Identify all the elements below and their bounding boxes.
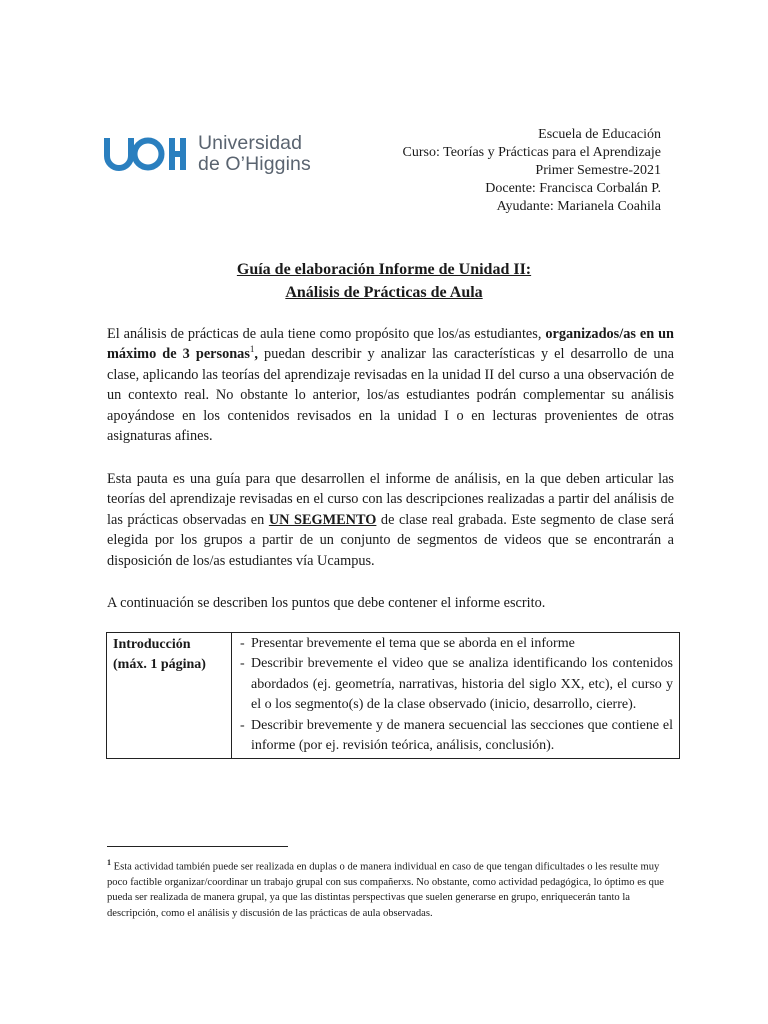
paragraph-guide <box>107 469 674 571</box>
document-title <box>0 258 768 304</box>
footnote-divider <box>107 846 288 847</box>
course-info <box>403 126 661 216</box>
footnote <box>107 855 677 921</box>
list-item: - Presentar brevemente el tema que se aborda en el informe <box>240 634 673 654</box>
university-name-line2: de O’Higgins <box>198 153 311 175</box>
course-name: Curso: Teorías y Prácticas para el Aprendizaje <box>402 145 661 160</box>
teacher: Docente: Francisca Corbalán P. <box>485 181 661 196</box>
title-line1: Guía de elaboración Informe de Unidad II: <box>236 261 532 278</box>
list-item: - Describir brevemente y de manera secuencial las secciones que contiene el informe (por ej. revisión teórica, análisis, conclusión). <box>240 716 673 757</box>
section-length: (máx. 1 página) <box>113 657 206 673</box>
footnote-number: 1 <box>107 858 111 867</box>
table-row-heading <box>107 633 232 759</box>
title-line2: Análisis de Prácticas de Aula <box>285 284 483 301</box>
paragraph-intro-list: A continuación se describen los puntos que debe contener el informe escrito. <box>107 595 546 611</box>
paragraph-purpose <box>107 324 674 446</box>
footnote-text: Esta actividad también puede ser realizada en duplas o de manera individual en caso de que tengan dificultades o les resulte muy poco factible organizar/coordinar un trabajo grupal con sus compañerxs. No obstante, como actividad pedagógica, lo óptimo es que pueda ser realizada de manera grupal, ya que las distintas perspectivas que suelen generarse en grupo, enriquecerán tanto la descripción, como el análisis y discusión de las prácticas de aula observadas. <box>107 861 664 919</box>
list-item: - Describir brevemente el video que se analiza identificando los contenidos abordados (ej. geometría, narrativas, historia del siglo XX, etc), el curso y el o los segmento(s) de la clase observado (inicio, desarrollo, cierre). <box>240 654 673 715</box>
paragraph-purpose-text1: El análisis de prácticas de aula tiene como propósito que los/as estudiantes, <box>107 326 546 342</box>
table-row <box>107 633 680 759</box>
section-name: Introducción <box>113 637 191 652</box>
paragraph-purpose-text2: puedan describir y analizar las características y el desarrollo de una clase, aplicando las teorías del aprendizaje revisadas en la unidad II del curso a una observación de un contexto real. No obstante lo anterior, los/as estudiantes podrán complementar su análisis apoyándose en los contenidos revisados en la unidad I o en lecturas provenientes de otras asignaturas afines. <box>107 346 674 445</box>
uoh-logo-icon <box>104 136 186 172</box>
school-name: Escuela de Educación <box>538 127 661 142</box>
paragraph-guide-emphasis: UN SEGMENTO <box>268 511 377 528</box>
assistant: Ayudante: Marianela Coahila <box>496 199 661 214</box>
paragraph-purpose-comma: , <box>254 346 258 363</box>
table-row-content <box>232 633 680 759</box>
report-sections-table <box>106 632 680 759</box>
university-logo <box>104 132 311 176</box>
university-name-line1: Universidad <box>198 132 303 154</box>
footnote-ref: 1 <box>249 344 255 355</box>
paragraph-guide-text2: de clase real grabada. Este segmento de clase será elegida por los grupos a partir de un conjunto de segmentos de videos que se encontrarán a disposición de los/as estudiantes vía Ucampus. <box>107 511 674 569</box>
university-name <box>198 133 311 175</box>
paragraph-purpose-bold: organizados/as en un máximo de 3 personas <box>107 326 674 363</box>
paragraph-guide-text1: Esta pauta es una guía para que desarrollen el informe de análisis, en la que deben articular las teorías del aprendizaje revisadas en el curso con las descripciones realizadas a partir del análisis de las prácticas observadas en <box>107 471 674 528</box>
section-items <box>240 634 673 756</box>
semester: Primer Semestre-2021 <box>535 163 661 178</box>
